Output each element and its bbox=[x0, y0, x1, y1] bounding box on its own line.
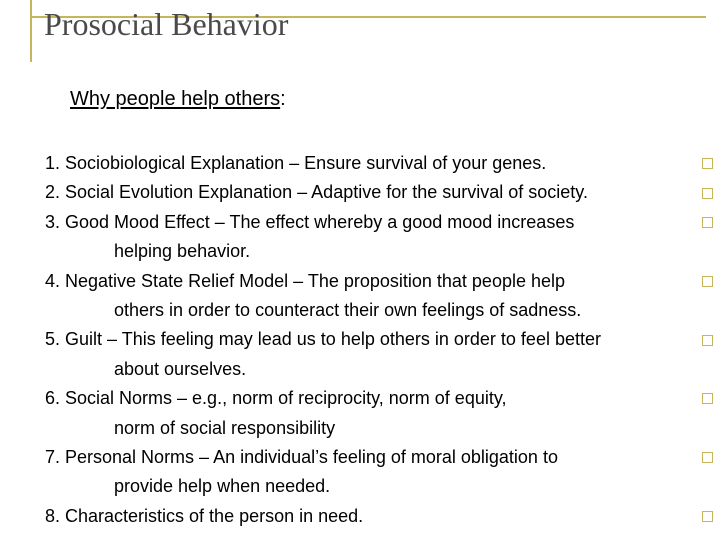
list-item-line: 1. Sociobiological Explanation – Ensure survival of your genes. bbox=[45, 153, 547, 173]
title-rule-vertical bbox=[30, 0, 32, 62]
bullet-box-icon bbox=[702, 393, 713, 404]
bullet-box-icon bbox=[702, 158, 713, 169]
list-item bbox=[45, 267, 705, 326]
list-item-line: 7. Personal Norms – An individual’s feeling of moral obligation to bbox=[45, 447, 558, 468]
list-item bbox=[45, 502, 705, 531]
list-item-continuation: helping behavior. bbox=[114, 241, 251, 262]
list-item bbox=[45, 443, 705, 502]
list-item bbox=[45, 325, 705, 384]
subtitle-text: Why people help others bbox=[70, 88, 281, 110]
list-item-continuation: others in order to counteract their own feelings of sadness. bbox=[114, 300, 582, 321]
list-item-continuation: provide help when needed. bbox=[114, 476, 331, 497]
bullet-box-icon bbox=[702, 276, 713, 287]
bullet-box-icon bbox=[702, 511, 713, 522]
list-item bbox=[45, 149, 705, 178]
reasons-list bbox=[45, 149, 705, 531]
list-item-line: 4. Negative State Relief Model – The proposition that people help bbox=[45, 270, 566, 291]
list-item-line: 8. Characteristics of the person in need. bbox=[45, 505, 364, 526]
list-item-line: 5. Guilt – This feeling may lead us to help others in order to feel better bbox=[45, 329, 601, 350]
list-item bbox=[45, 208, 705, 267]
subtitle-colon: : bbox=[280, 88, 286, 110]
bullet-box-icon bbox=[702, 452, 713, 463]
bullet-box-icon bbox=[702, 335, 713, 346]
slide-title: Prosocial Behavior bbox=[44, 6, 289, 42]
list-item-continuation: about ourselves. bbox=[114, 358, 247, 379]
list-item-line: 6. Social Norms – e.g., norm of reciprocity, norm of equity, bbox=[45, 388, 507, 409]
list-item-line: 2. Social Evolution Explanation – Adaptive for the survival of society. bbox=[45, 182, 588, 203]
bullet-box-icon bbox=[702, 188, 713, 199]
list-item bbox=[45, 178, 705, 207]
list-item bbox=[45, 384, 705, 443]
bullet-box-icon bbox=[702, 217, 713, 228]
list-item-continuation: norm of social responsibility bbox=[114, 417, 336, 438]
slide-subtitle bbox=[70, 86, 286, 112]
list-item-line: 3. Good Mood Effect – The effect whereby a good mood increases bbox=[45, 211, 575, 232]
